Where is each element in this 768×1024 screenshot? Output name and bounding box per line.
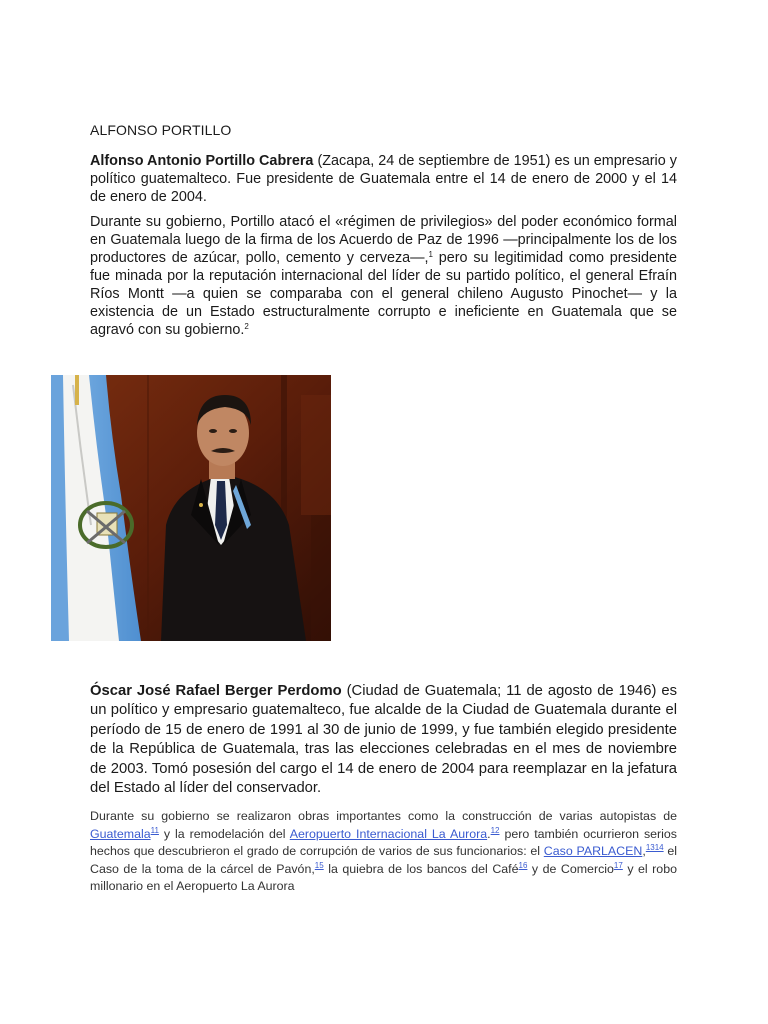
link-caso-parlacen[interactable]: Caso PARLACEN (543, 844, 643, 859)
bold-name-berger: Óscar José Rafael Berger Perdomo (90, 683, 342, 699)
footnote-ref[interactable]: 17 (613, 860, 623, 870)
paragraph-berger-government (90, 808, 677, 896)
paragraph-text: el Caso de la toma de la cárcel de Pavón, (90, 844, 678, 876)
paragraph-text: pero su legitimidad como presidente fue minada por la reputación internacional del líder de su partido político, el general Efraín Ríos Montt —a quien se comparaba con el general chileno Augusto Pinochet— y la existencia de un Estado estructuralmente corrupto e ineficiente en Guatemala que se agravó con su gobierno. (90, 250, 677, 338)
paragraph-berger-intro (90, 682, 677, 798)
paragraph-text: Durante su gobierno, Portillo atacó el «régimen de privilegios» del poder económico formal en Guatemala luego de la firma de los Acuerdo de Paz de 1996 —principalmente los de los productores de azúcar, pollo, cemento y cerveza—, (90, 214, 677, 266)
portrait-photo (51, 375, 331, 641)
footnote-ref[interactable]: 16 (518, 860, 528, 870)
footnote-ref[interactable]: 11 (150, 825, 159, 835)
paragraph-portillo-intro (90, 152, 677, 206)
paragraph-text: . (487, 826, 491, 841)
link-aeropuerto[interactable]: Aeropuerto Internacional La Aurora (289, 826, 488, 841)
paragraph-text: , (642, 844, 646, 859)
footnote-ref[interactable]: 1 (428, 250, 433, 259)
document-title: ALFONSO PORTILLO (90, 122, 232, 138)
paragraph-text: y el robo millonario en el Aeropuerto La Aurora (90, 861, 677, 894)
paragraph-text: y la remodelación del (158, 826, 290, 841)
paragraph-text: y de Comercio (527, 861, 614, 876)
paragraph-text: (Zacapa, 24 de septiembre de 1951) es un empresario y político guatemalteco. Fue presidente de Guatemala entre el 14 de enero de 2000 y el 14 de enero de 2004. (90, 153, 677, 205)
paragraph-portillo-government (90, 213, 677, 339)
paragraph-text: la quiebra de los bancos del Café (323, 861, 519, 876)
footnote-ref[interactable]: 1314 (645, 843, 664, 853)
footnote-ref[interactable]: 2 (244, 322, 249, 331)
paragraph-text: pero también ocurrieron serios hechos que descubrieron el grado de corrupción de varios de sus funcionarios: el (90, 826, 677, 859)
bold-name-portillo: Alfonso Antonio Portillo Cabrera (90, 153, 314, 169)
portrait-photo-icon (51, 375, 331, 641)
link-guatemala[interactable]: Guatemala (90, 826, 151, 841)
footnote-ref[interactable]: 15 (314, 860, 324, 870)
footnote-ref[interactable]: 12 (490, 825, 500, 835)
paragraph-text: (Ciudad de Guatemala; 11 de agosto de 1946) es un político y empresario guatemalteco, fue alcalde de la Ciudad de Guatemala durante el período de 15 de enero de 1991 al 30 de junio de 1999, y fue también elegido presidente de la República de Guatemala, tras las elecciones celebradas en el mes de noviembre de 2003. Tomó posesión del cargo el 14 de enero de 2004 para reemplazar en la jefatura del Estado al líder del conservador. (90, 683, 677, 797)
paragraph-text: Durante su gobierno se realizaron obras importantes como la construcción de varias autopistas de (90, 809, 677, 823)
